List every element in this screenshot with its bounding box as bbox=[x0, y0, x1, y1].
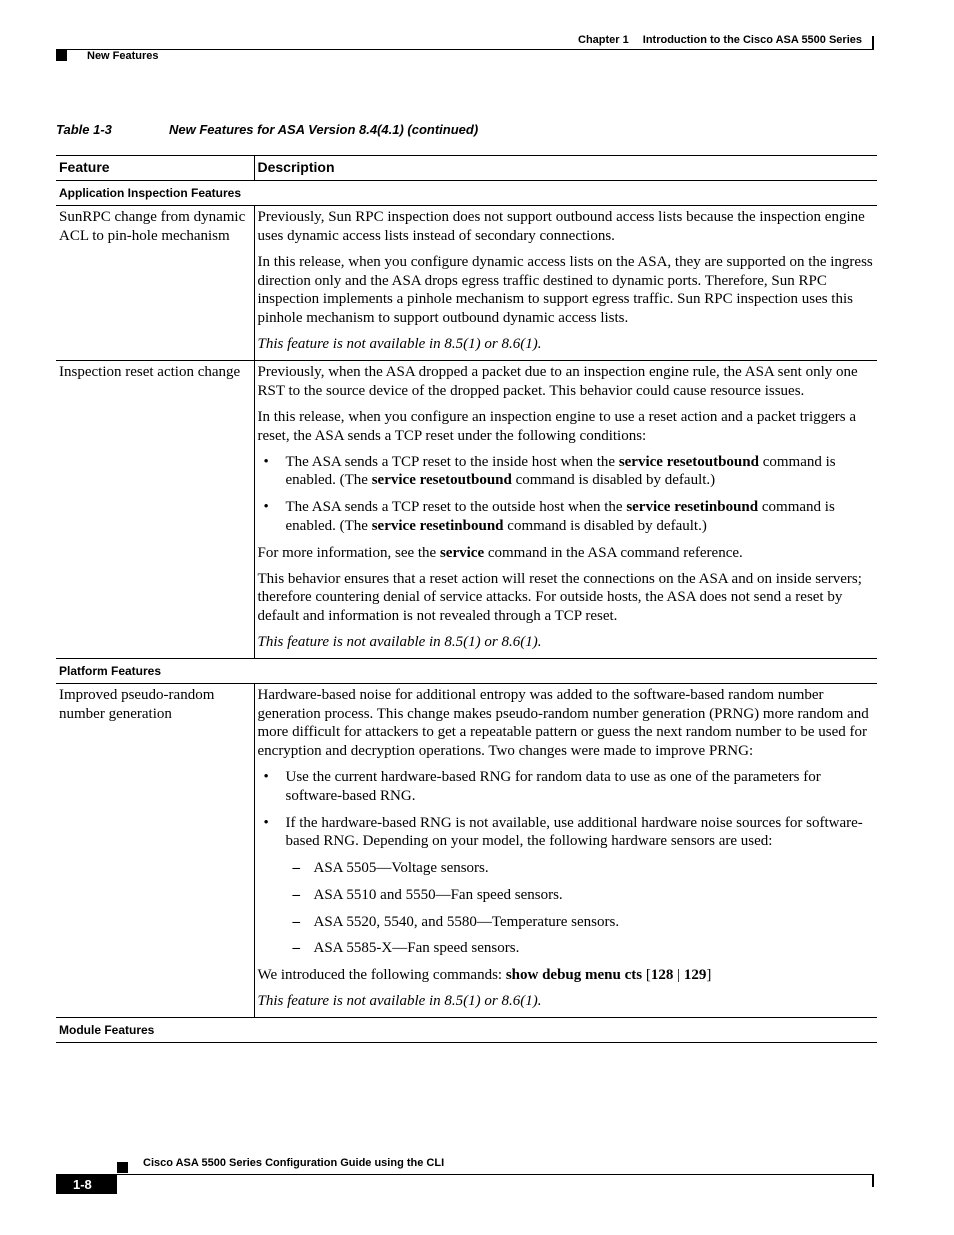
availability-note: This feature is not available in 8.5(1) or 8.6(1). bbox=[257, 336, 542, 353]
header-description: Description bbox=[254, 156, 877, 181]
feature-description bbox=[254, 206, 877, 361]
section-row-platform bbox=[56, 659, 877, 684]
availability-note: This feature is not available in 8.5(1) or 8.6(1). bbox=[257, 993, 542, 1010]
feature-name: Improved pseudo-random number generation bbox=[56, 684, 254, 1018]
section-row-module bbox=[56, 1017, 877, 1042]
paragraph: Previously, when the ASA dropped a packet due to an inspection engine rule, the ASA sent only one RST to the source device of the dropped packet. This behavior could cause resource issues. bbox=[257, 363, 858, 399]
footer-rule bbox=[56, 1174, 874, 1175]
section-row-app-inspection bbox=[56, 181, 877, 206]
page-number: 1-8 bbox=[73, 1177, 92, 1192]
section-title: Platform Features bbox=[56, 659, 877, 684]
command-text: service resetinbound bbox=[626, 499, 759, 516]
running-header bbox=[578, 34, 862, 46]
sensor-item: – ASA 5585-X—Fan speed sensors. bbox=[258, 939, 874, 958]
bullet-item: • If the hardware-based RNG is not available, use additional hardware noise sources for software-based RNG. Depending on your model, the following hardware sensors are used: bbox=[258, 814, 874, 851]
header-rule bbox=[56, 49, 874, 50]
table-row-sunrpc bbox=[56, 206, 877, 361]
paragraph: In this release, when you configure an inspection engine to use a reset action and a packet triggers a reset, the ASA sends a TCP reset under the following conditions: bbox=[257, 408, 857, 444]
section-title: Application Inspection Features bbox=[56, 181, 877, 206]
chapter-title: Introduction to the Cisco ASA 5500 Series bbox=[642, 34, 862, 46]
table-title: New Features for ASA Version 8.4(4.1) (continued) bbox=[169, 122, 479, 137]
table-row-prng bbox=[56, 684, 877, 1018]
command-text: service resetoutbound bbox=[618, 453, 759, 470]
chapter-label: Chapter 1 bbox=[578, 34, 629, 46]
page-number-box bbox=[56, 1175, 117, 1194]
commands-paragraph: We introduced the following commands: show debug menu cts [128 | 129] bbox=[257, 967, 712, 983]
sensor-item: – ASA 5510 and 5550—Fan speed sensors. bbox=[258, 886, 874, 905]
command-text: service bbox=[439, 544, 485, 561]
paragraph: This behavior ensures that a reset action will reset the connections on the ASA and on inside servers; therefore countering denial of service attacks. For outside hosts, the ASA does not send a reset by default and information is not revealed through a TCP reset. bbox=[257, 570, 862, 625]
header-square bbox=[56, 50, 67, 61]
table-caption bbox=[56, 122, 478, 137]
command-text: show debug menu cts bbox=[505, 967, 643, 983]
guide-title: Cisco ASA 5500 Series Configuration Guide using the CLI bbox=[143, 1157, 445, 1169]
command-arg: 129 bbox=[683, 967, 707, 983]
bullet-item: • The ASA sends a TCP reset to the inside host when the service resetoutbound command is enabled. (The service resetoutbound command is disabled by default.) bbox=[258, 453, 874, 490]
section-title: Module Features bbox=[56, 1017, 877, 1042]
feature-name: Inspection reset action change bbox=[56, 360, 254, 658]
paragraph: For more information, see the service command in the ASA command reference. bbox=[257, 544, 743, 561]
table-number: Table 1-3 bbox=[56, 122, 112, 137]
footer-square bbox=[117, 1162, 128, 1173]
paragraph: Previously, Sun RPC inspection does not support outbound access lists because the inspection engine uses dynamic access lists instead of secondary connections. bbox=[257, 209, 865, 244]
paragraph: Hardware-based noise for additional entropy was added to the software-based random number generation process. This change makes pseudo-random number generation (PRNG) more random and more difficult for attackers to get a repeatable pattern or guess the next random number to be used for encryption and decryption operations. Two changes were made to improve PRNG: bbox=[257, 687, 869, 760]
command-text: service resetinbound bbox=[371, 517, 504, 534]
command-arg: 128 bbox=[650, 967, 674, 983]
sensor-item: – ASA 5505—Voltage sensors. bbox=[258, 859, 874, 878]
header-edge-bar bbox=[872, 36, 874, 50]
bullet-item: • The ASA sends a TCP reset to the outside host when the service resetinbound command is enabled. (The service resetinbound command is disabled by default.) bbox=[258, 498, 874, 535]
features-table bbox=[56, 155, 877, 1043]
paragraph: In this release, when you configure dynamic access lists on the ASA, they are supported on the ingress direction only and the ASA drops egress traffic destined to dynamic ports. Therefore, Sun RPC inspection implements a pinhole mechanism to support egress traffic. Sun RPC inspection uses this pinhole mechanism to support outbound dynamic access lists. bbox=[257, 253, 873, 327]
table-row-reset bbox=[56, 360, 877, 658]
feature-description bbox=[254, 360, 877, 658]
bullet-item: • Use the current hardware-based RNG for random data to use as one of the parameters for software-based RNG. bbox=[258, 768, 874, 805]
feature-name: SunRPC change from dynamic ACL to pin-hole mechanism bbox=[56, 206, 254, 361]
header-feature: Feature bbox=[56, 156, 254, 181]
sensor-item: – ASA 5520, 5540, and 5580—Temperature sensors. bbox=[258, 913, 874, 932]
command-text: service resetoutbound bbox=[371, 472, 512, 489]
availability-note: This feature is not available in 8.5(1) or 8.6(1). bbox=[257, 634, 542, 651]
section-label: New Features bbox=[87, 50, 159, 62]
footer-edge-bar bbox=[872, 1175, 874, 1187]
table-header-row bbox=[56, 156, 877, 181]
feature-description bbox=[254, 684, 877, 1018]
